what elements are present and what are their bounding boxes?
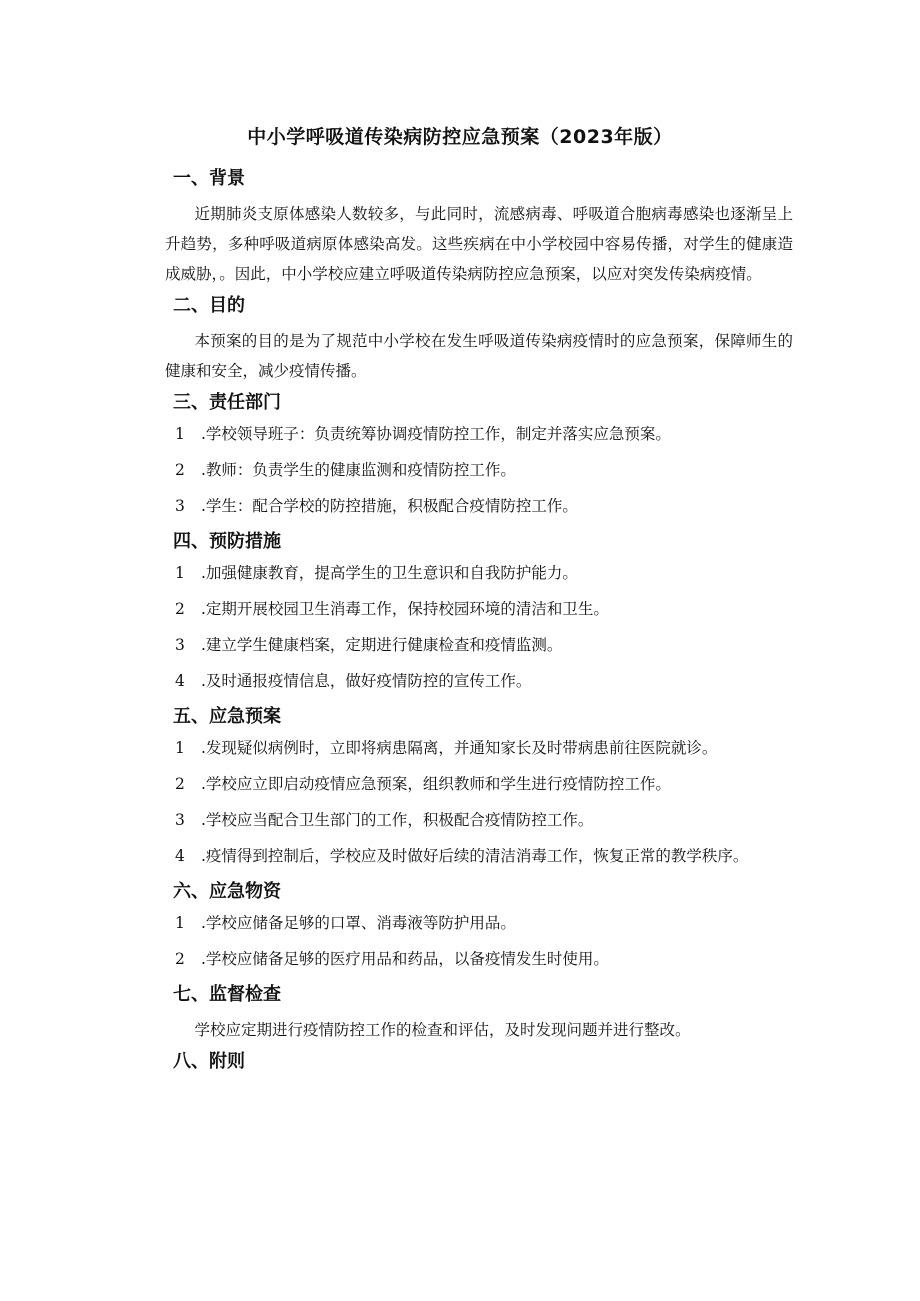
section-heading: 五、应急预案 (173, 706, 281, 727)
list-item-number: 2 (175, 600, 185, 618)
list-item (175, 845, 793, 867)
section-2 (165, 295, 793, 386)
list-item-number: 3 (175, 811, 185, 829)
list-item (175, 912, 793, 934)
list-item-text: .及时通报疫情信息，做好疫情防控的宣传工作。 (201, 672, 532, 690)
section-heading: 八、附则 (173, 1051, 245, 1072)
list-item-text: .学校应储备足够的医疗用品和药品，以备疫情发生时使用。 (201, 950, 609, 968)
section-1 (165, 168, 793, 289)
section-paragraph: 近期肺炎支原体感染人数较多，与此同时，流感病毒、呼吸道合胞病毒感染也逐渐呈上升趋势，多种呼吸道病原体感染高发。这些疾病在中小学校园中容易传播，对学生的健康造成威胁，。因此，中小学校应建立呼吸道传染病防控应急预案，以应对突发传染病疫情。 (165, 205, 793, 283)
list-item-text: .加强健康教育，提高学生的卫生意识和自我防护能力。 (201, 564, 578, 582)
list-item-number: 1 (175, 914, 185, 932)
list-item-number: 4 (175, 847, 185, 865)
list-item (175, 423, 793, 445)
list-item-text: .学校应立即启动疫情应急预案，组织教师和学生进行疫情防控工作。 (201, 775, 671, 793)
list-item (175, 773, 793, 795)
list-item-text: .发现疑似病例时，立即将病患隔离，并通知家长及时带病患前往医院就诊。 (201, 739, 718, 757)
list-item-number: 2 (175, 775, 185, 793)
list-item-number: 1 (175, 564, 185, 582)
list-item (175, 562, 793, 584)
section-heading: 二、目的 (173, 295, 245, 316)
list-item (175, 598, 793, 620)
section-heading: 四、预防措施 (173, 531, 281, 552)
section-heading: 七、监督检查 (173, 984, 281, 1005)
list-item-text: .建立学生健康档案，定期进行健康检查和疫情监测。 (201, 636, 563, 654)
list-item-number: 1 (175, 425, 185, 443)
list-item-number: 4 (175, 672, 185, 690)
list-item-number: 3 (175, 636, 185, 654)
list-item-number: 1 (175, 739, 185, 757)
list-item-text: .学生：配合学校的防控措施，积极配合疫情防控工作。 (201, 497, 578, 515)
list-item-text: .学校应当配合卫生部门的工作，积极配合疫情防控工作。 (201, 811, 594, 829)
section-4 (165, 531, 793, 692)
list-item (175, 634, 793, 656)
section-7 (165, 984, 793, 1045)
list-item-text: .学校应储备足够的口罩、消毒液等防护用品。 (201, 914, 516, 932)
list-item-number: 2 (175, 461, 185, 479)
document-title: 中小学呼吸道传染病防控应急预案（2023年版） (247, 126, 673, 148)
list-item-text: .学校领导班子：负责统筹协调疫情防控工作，制定并落实应急预案。 (201, 425, 671, 443)
section-heading: 三、责任部门 (173, 392, 281, 413)
section-5 (165, 706, 793, 867)
section-heading: 六、应急物资 (173, 881, 281, 902)
list-item (175, 670, 793, 692)
section-paragraph: 学校应定期进行疫情防控工作的检查和评估，及时发现问题并进行整改。 (194, 1021, 691, 1039)
list-item (175, 495, 793, 517)
list-item (175, 737, 793, 759)
list-item-number: 2 (175, 950, 185, 968)
list-item-text: .疫情得到控制后，学校应及时做好后续的清洁消毒工作，恢复正常的教学秩序。 (201, 847, 749, 865)
list-item (175, 809, 793, 831)
list-item-text: .教师：负责学生的健康监测和疫情防控工作。 (201, 461, 516, 479)
list-item-number: 3 (175, 497, 185, 515)
list-item (175, 948, 793, 970)
list-item-text: .定期开展校园卫生消毒工作，保持校园环境的清洁和卫生。 (201, 600, 609, 618)
document-body (165, 168, 793, 1082)
section-6 (165, 881, 793, 970)
section-paragraph: 本预案的目的是为了规范中小学校在发生呼吸道传染病疫情时的应急预案，保障师生的健康和安全，减少疫情传播。 (165, 332, 793, 380)
list-item (175, 459, 793, 481)
section-8 (165, 1051, 793, 1073)
section-3 (165, 392, 793, 517)
section-heading: 一、背景 (173, 168, 245, 189)
